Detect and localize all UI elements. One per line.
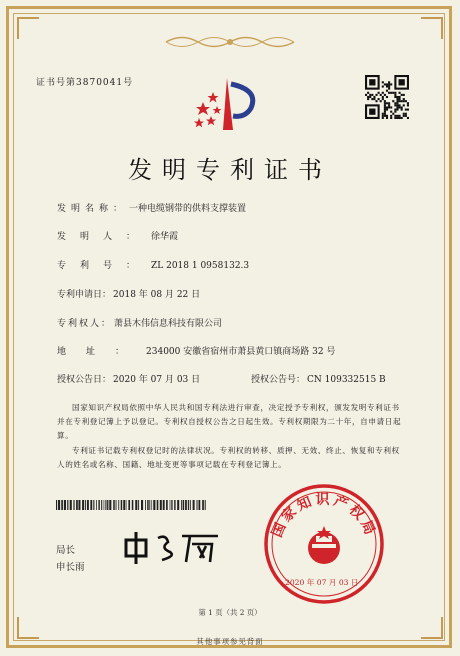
field-inventor: 发明人： 徐华霞	[57, 232, 179, 242]
certificate-paragraph: 专利证书记载专利权登记时的法律状况。专利权的转移、质押、无效、终止、恢复和专利权人的姓名或名称、国籍、地址变更等事项记载在专利登记簿上。	[57, 446, 400, 469]
top-ornament-icon	[162, 33, 298, 51]
qr-code-icon	[365, 75, 409, 119]
field-grant-number: CN 109332515 B	[307, 375, 386, 385]
certificate-title: 发明专利证书	[128, 156, 332, 184]
corner-ornament	[421, 17, 443, 39]
certificate-number: 证书号第3870041号	[36, 78, 134, 88]
page-number: 第 1 页（共 2 页）	[198, 608, 262, 617]
cnipa-logo-icon	[193, 72, 265, 134]
signature-icon	[120, 528, 240, 566]
field-application-date: 专利申请日： 2018 年 08 月 22 日	[57, 290, 201, 300]
certificate-paragraph: 国家知识产权局依照中华人民共和国专利法进行审查，决定授予专利权，颁发发明专利证书并在专利登记簿上予以登记。专利权自授权公告之日起生效。专利权期限为二十年，自申请日起算。	[57, 403, 402, 440]
chief-title: 局长	[56, 545, 76, 556]
field-grant-date: 授权公告日： 2020 年 07 月 03 日 授权公告号： CN 109332515 B	[57, 372, 386, 385]
seal-date: 2020 年 07 月 03 日	[285, 578, 359, 587]
field-patent-number: 专利号： ZL 2018 1 0958132.3	[57, 261, 250, 271]
seal-text: 国家知识产权局	[269, 492, 379, 540]
barcode-icon	[56, 500, 206, 510]
field-invention-name: 发明名称： 一种电缆钢带的供料支撑装置	[57, 204, 247, 214]
corner-ornament	[17, 17, 39, 39]
field-grant-number-label: 授权公告号：	[251, 375, 306, 385]
field-address: 地址： 234000 安徽省宿州市萧县黄口镇商场路 32 号	[57, 347, 336, 357]
chief-name: 申长雨	[56, 562, 85, 573]
footer-note: 其他事项参见背面	[196, 637, 264, 646]
field-patentee: 专利权人： 萧县木伟信息科技有限公司	[57, 319, 223, 329]
